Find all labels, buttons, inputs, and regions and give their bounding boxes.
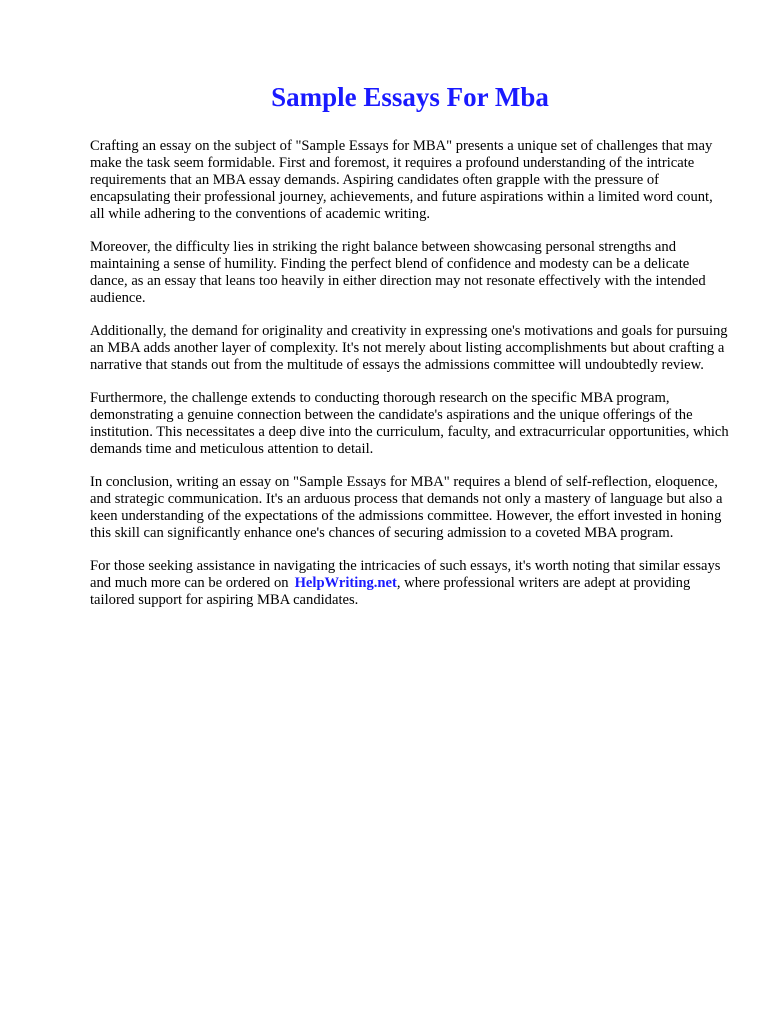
- paragraph-3: Additionally, the demand for originality and creativity in expressing one's motivations and goals for pursuing an MBA adds another layer of complexity. It's not merely about listing accomplishments but about crafting a narrative that stands out from the multitude of essays the admissions committee will undoubtedly review.: [90, 323, 728, 373]
- closing-text-before-link: For those seeking assistance in navigating the intricacies of such essays, it's worth noting that similar essays and much more can be ordered on: [90, 558, 721, 591]
- closing-text-after-link: , where professional writers are adept at providing tailored support for aspiring MBA candidates.: [90, 575, 691, 608]
- closing-paragraph: [90, 558, 730, 609]
- document-page: [90, 80, 730, 625]
- paragraph-1: Crafting an essay on the subject of "Sample Essays for MBA" presents a unique set of challenges that may make the task seem formidable. First and foremost, it requires a profound understanding of the intricate requirements that an MBA essay demands. Aspiring candidates often grapple with the pressure of encapsulating their professional journey, achievements, and future aspirations within a limited word count, all while adhering to the conventions of academic writing.: [90, 138, 713, 222]
- paragraph-5: In conclusion, writing an essay on "Sample Essays for MBA" requires a blend of self-reflection, eloquence, and strategic communication. It's an arduous process that demands not only a mastery of language but also a keen understanding of the expectations of the admissions committee. However, the effort invested in honing this skill can significantly enhance one's chances of securing admission to a coveted MBA program.: [90, 474, 723, 541]
- page-title: Sample Essays For Mba: [271, 82, 549, 112]
- helpwriting-link[interactable]: HelpWriting.net: [294, 575, 397, 591]
- paragraph-2: Moreover, the difficulty lies in striking the right balance between showcasing personal strengths and maintaining a sense of humility. Finding the perfect blend of confidence and modesty can be a delicate dance, as an essay that leans too heavily in either direction may not resonate effectively with the intended audience.: [90, 239, 706, 306]
- paragraph-4: Furthermore, the challenge extends to conducting thorough research on the specific MBA program, demonstrating a genuine connection between the candidate's aspirations and the unique offerings of the institution. This necessitates a deep dive into the curriculum, faculty, and extracurricular opportunities, which demands time and meticulous attention to detail.: [90, 390, 729, 457]
